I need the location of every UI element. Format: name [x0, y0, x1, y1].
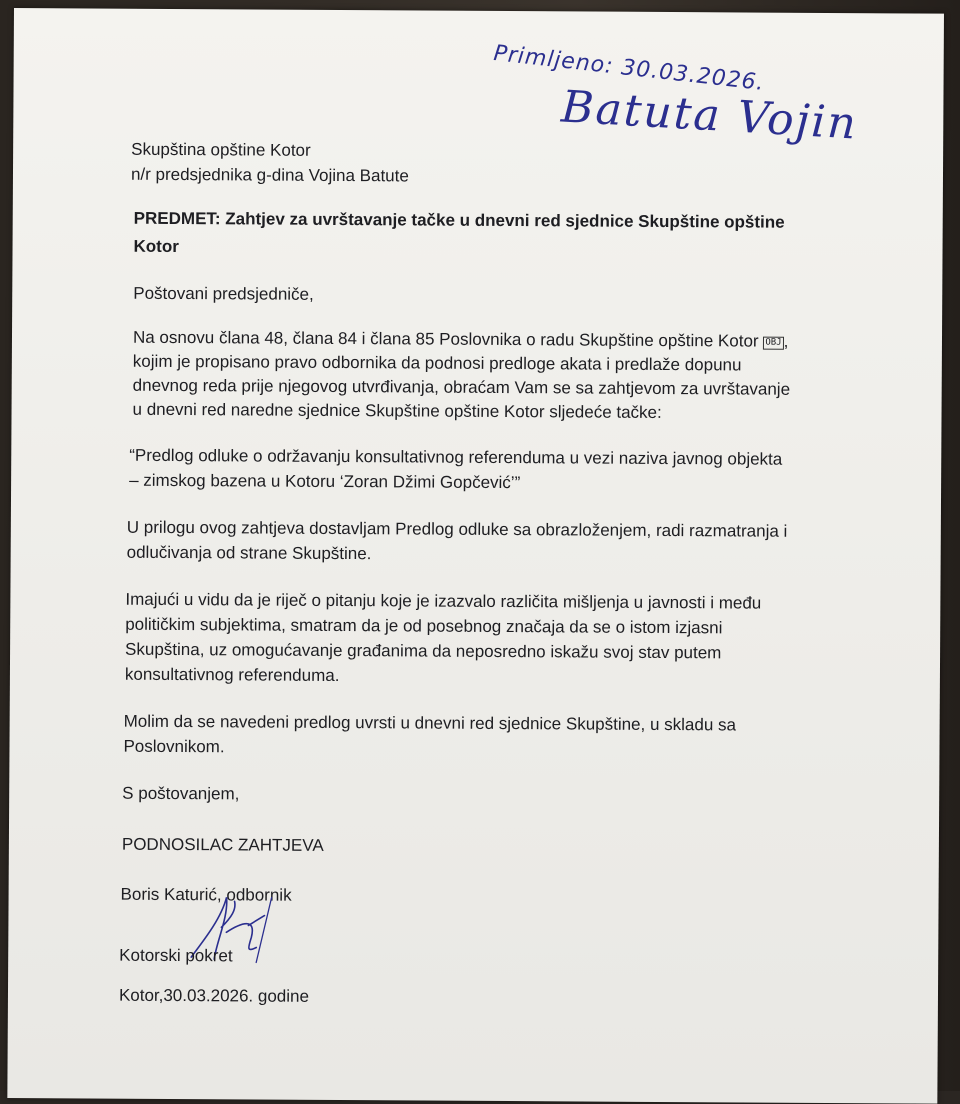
quote-line-2: – zimskog bazena u Kotoru ‘Zoran Džimi Gopčević’”: [129, 470, 521, 493]
greeting: Poštovani predsjedniče,: [133, 283, 314, 304]
subject-line-1: PREDMET: Zahtjev za uvrštavanje tačke u dnevni red sjednice Skupštine opštine: [133, 208, 785, 232]
recipient-line-2: n/r predsjednika g-dina Vojina Batute: [130, 164, 409, 186]
received-stamp-handwritten: Primljeno: 30.03.2026.: [492, 41, 766, 96]
receiver-signature-handwritten: Batuta Vojin: [559, 81, 860, 150]
paragraph-2-line-1: U prilogu ovog zahtjeva dostavljam Predlog odluke sa obrazloženjem, radi razmatranja i: [126, 517, 788, 541]
closing-salutation: S poštovanjem,: [122, 783, 240, 804]
paragraph-1-line-2: kojim je propisano pravo odbornika da podnosi predloge akata i predlaže dopunu: [132, 351, 742, 375]
paragraph-3-line-3: Skupština, uz omogućavanje građanima da neposredno iskažu svoj stav putem: [125, 639, 722, 663]
quote-line-1: “Predlog odluke o održavanju konsultativnog referenduma u vezi naziva javnog objekta: [129, 445, 783, 469]
paragraph-1-line-1-text: Na osnovu člana 48, člana 84 i člana 85 Poslovnika o radu Skupštine opštine Kotor: [132, 327, 759, 351]
party-name: Kotorski pokret: [119, 945, 233, 966]
paragraph-4-line-2: Poslovnikom.: [123, 736, 225, 757]
paragraph-3-line-1: Imajući u vidu da je riječ o pitanju koje je izazvalo različita mišljenja u javnosti i među: [125, 589, 762, 613]
object-replacement-marker: OBJ: [763, 337, 783, 350]
paragraph-1-line-4: u dnevni red naredne sjednice Skupštine opštine Kotor sljedeće tačke:: [132, 399, 662, 422]
signer-name: Boris Katurić, odbornik: [120, 884, 292, 905]
subject-line-2: Kotor: [133, 236, 179, 257]
paragraph-3-line-4: konsultativnog referenduma.: [124, 664, 340, 686]
letter-page: [7, 8, 944, 1104]
applicant-label: PODNOSILAC ZAHTJEVA: [121, 834, 324, 855]
paragraph-3-line-2: političkim subjektima, smatram da je od posebnog značaja da se o istom izjasni: [125, 614, 723, 638]
paragraph-1-line-1-end: ,: [783, 331, 789, 351]
recipient-line-1: Skupština opštine Kotor: [131, 139, 311, 160]
paragraph-4-line-1: Molim da se navedeni predlog uvrsti u dnevni red sjednice Skupštine, u skladu sa: [123, 711, 737, 735]
place-and-date: Kotor,30.03.2026. godine: [118, 985, 310, 1006]
paragraph-1-line-3: dnevnog reda prije njegovog utvrđivanja, obraćam Vam se sa zahtjevom za uvrštavanje: [132, 375, 791, 399]
paragraph-2-line-2: odlučivanja od strane Skupštine.: [126, 542, 372, 564]
